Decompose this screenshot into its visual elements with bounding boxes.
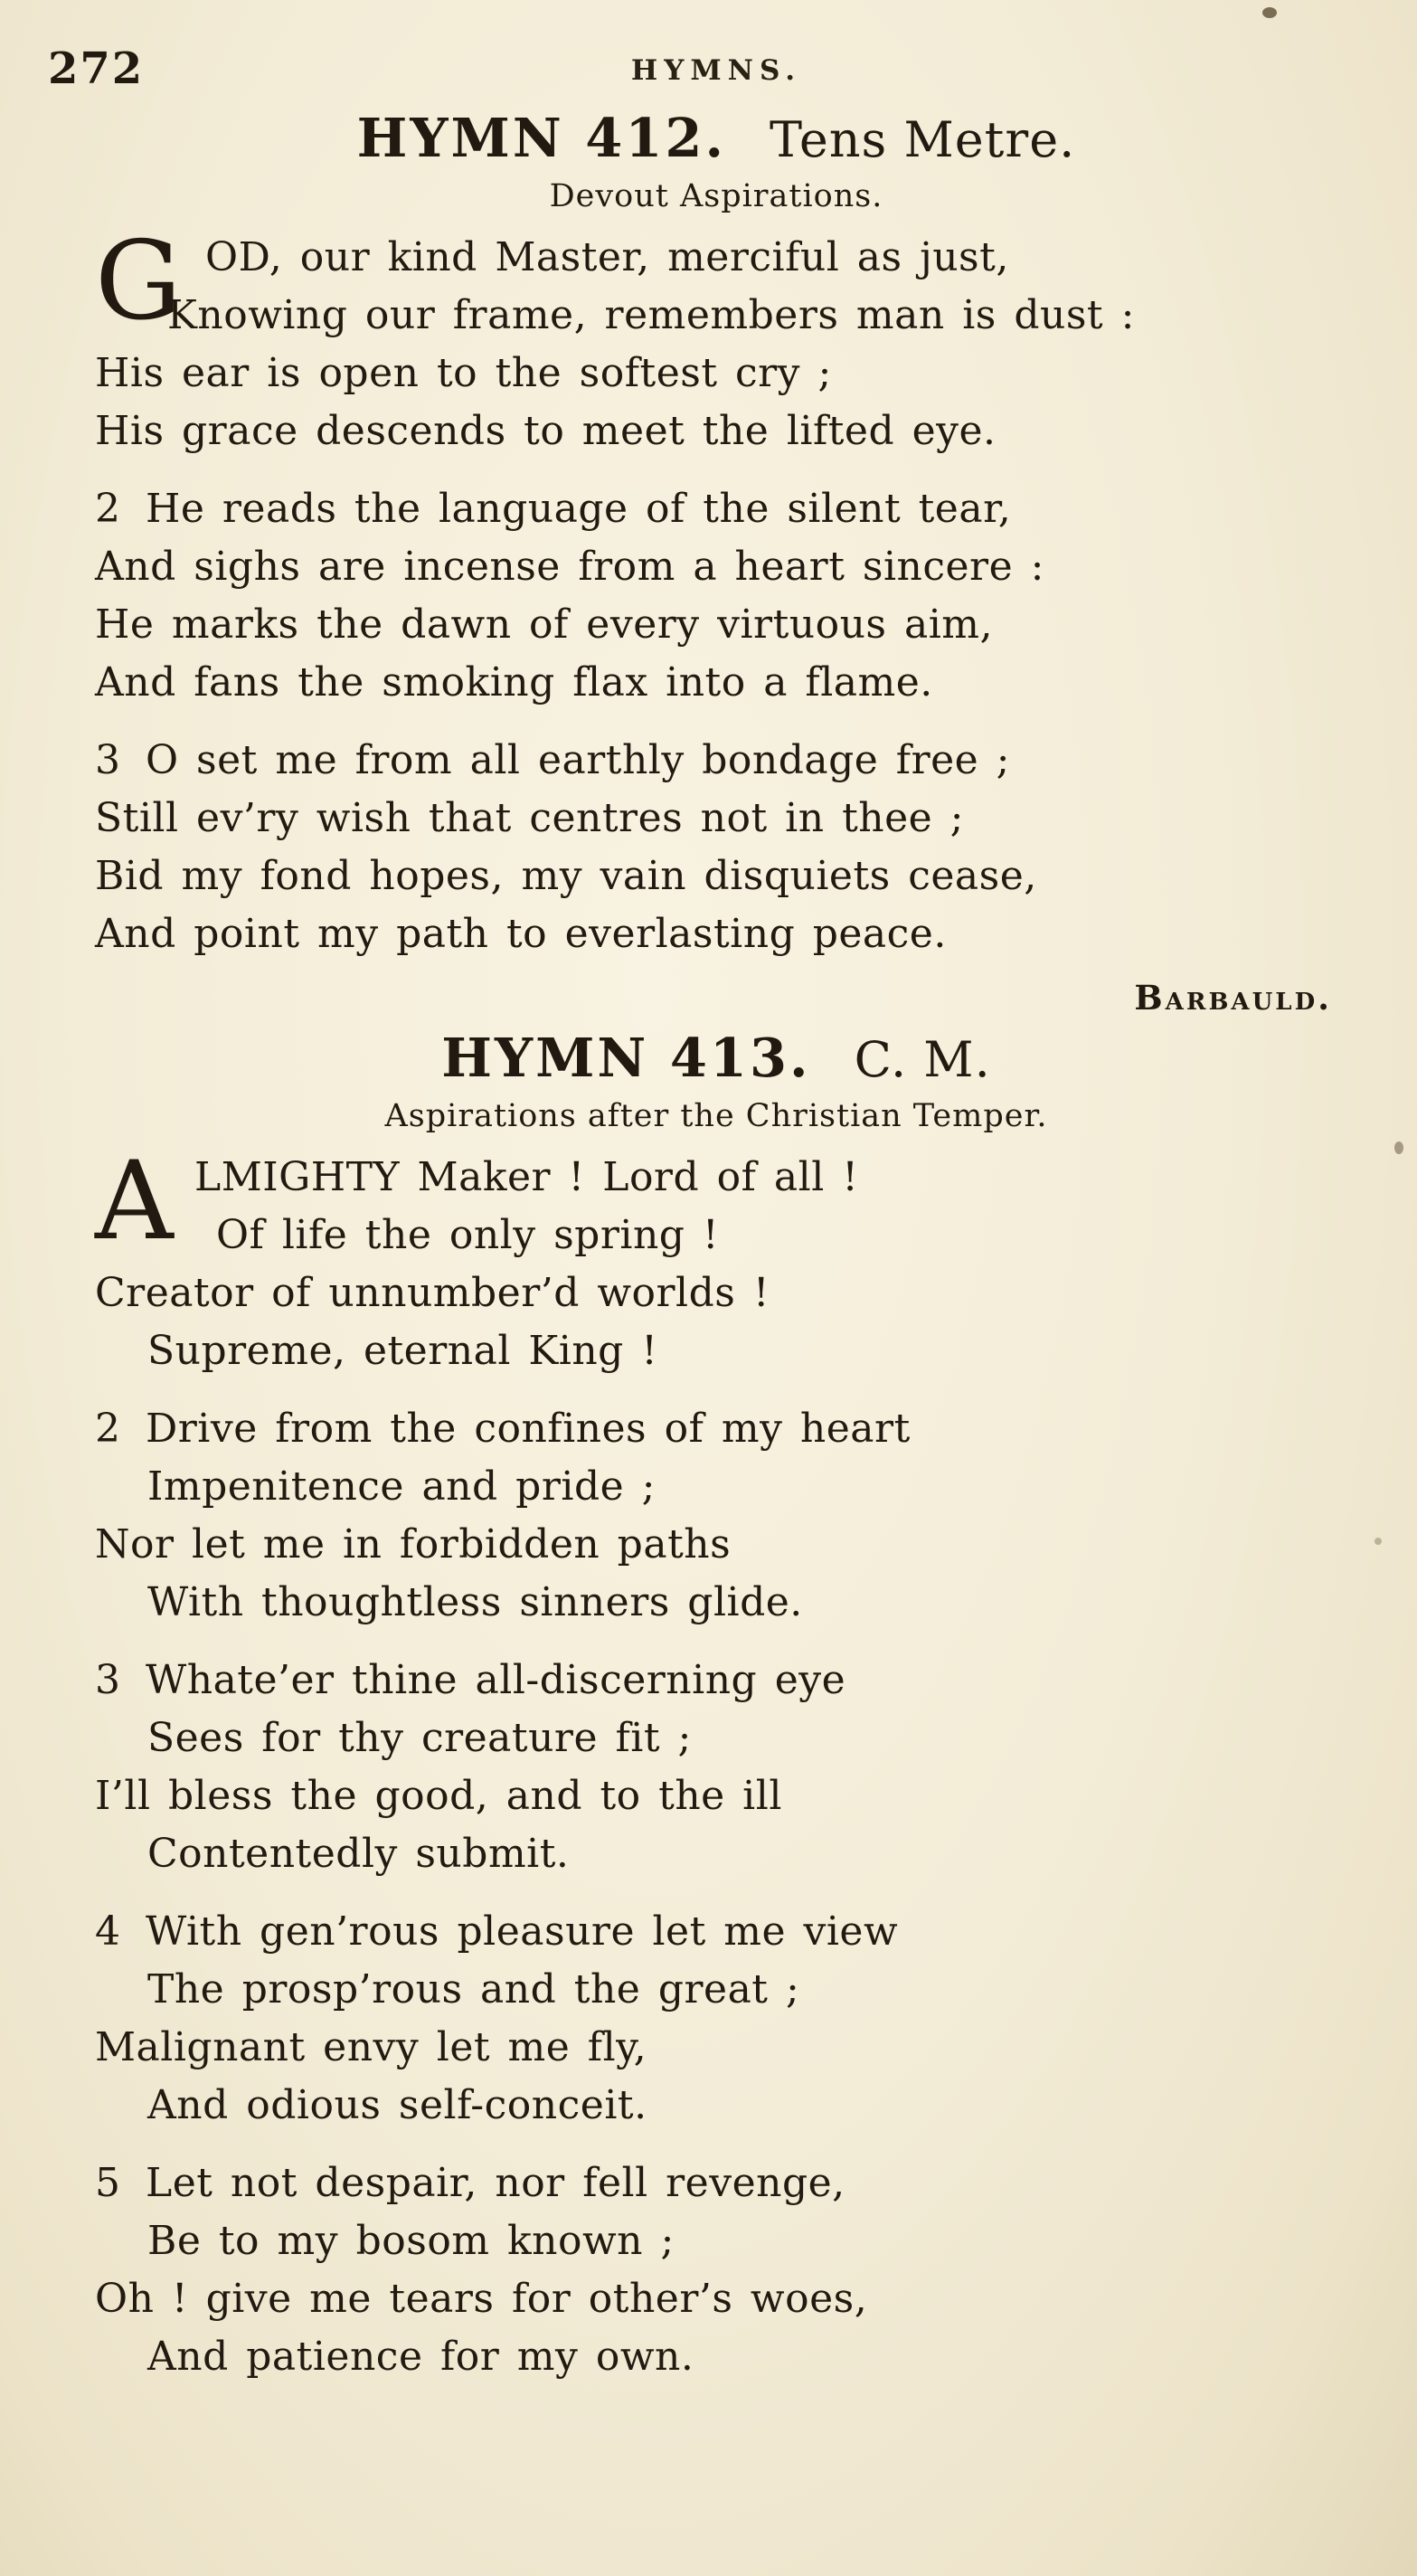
verse-line: Supreme, eternal King ! (147, 1328, 658, 1374)
verse-line: Sees for thy creature fit ; (147, 1715, 692, 1761)
verse-number: 4 (95, 1908, 121, 1955)
verse-line: OD, our kind Master, merciful as just, (205, 234, 1009, 280)
running-head (48, 38, 1337, 101)
verse-number: 3 (95, 1657, 121, 1703)
ink-speck (1374, 1538, 1382, 1545)
verse-line: And fans the smoking flax into a flame. (95, 659, 933, 706)
verse-line: And odious self-conceit. (147, 2082, 647, 2128)
verse-2 (95, 1400, 1337, 1632)
verse-line: Bid my fond hopes, my vain disquiets cease, (95, 853, 1037, 899)
verse-number: 2 (95, 486, 121, 532)
verse-line: And patience for my own. (147, 2334, 694, 2380)
verse-line (95, 1652, 1337, 1709)
drop-cap-letter: G (95, 219, 183, 345)
verse-line: Contentedly submit. (147, 1831, 570, 1877)
hymn-413 (95, 1027, 1337, 2386)
verse-line: Malignant envy let me fly, (95, 2024, 647, 2070)
hymn-412 (95, 107, 1337, 1018)
verse-2 (95, 480, 1337, 712)
verse-3 (95, 732, 1337, 963)
verse-line: Be to my bosom known ; (147, 2218, 675, 2264)
verse-line: Knowing our frame, remembers man is dust : (167, 292, 1135, 338)
verse-line-text: Drive from the confines of my heart (146, 1406, 911, 1452)
verse-line: He marks the dawn of every virtuous aim, (95, 601, 994, 648)
verse-line: And sighs are incense from a heart sincere : (95, 544, 1044, 590)
hymn-number: HYMN 413. (441, 1027, 811, 1089)
verse-number: 2 (95, 1406, 121, 1452)
hymn-subtitle: Devout Aspirations. (549, 178, 883, 214)
verse-line: Still ev’ry wish that centres not in thee ; (95, 795, 964, 841)
verse-line-text: O set me from all earthly bondage free ; (146, 737, 1011, 783)
verse-line (95, 1903, 1337, 1961)
verse-line: Of life the only spring ! (216, 1212, 720, 1258)
verse-line: The prosp’rous and the great ; (147, 1966, 800, 2012)
verse-line: And point my path to everlasting peace. (95, 911, 947, 957)
ink-speck (1394, 1141, 1403, 1154)
verse-line: Impenitence and pride ; (147, 1463, 656, 1510)
verse-line (95, 480, 1337, 538)
ink-speck (1262, 7, 1277, 18)
verse-line-text: With gen’rous pleasure let me view (146, 1908, 899, 1955)
hymn-title-row (95, 107, 1337, 169)
hymn-subtitle: Aspirations after the Christian Temper. (384, 1098, 1048, 1134)
verse-line: Nor let me in forbidden paths (95, 1521, 732, 1567)
verse-line: With thoughtless sinners glide. (147, 1579, 803, 1625)
verse-line: Creator of unnumber’d worlds ! (95, 1270, 770, 1316)
verse-line (95, 732, 1337, 790)
author-attribution: Barbauld. (1134, 978, 1332, 1018)
verse-3 (95, 1652, 1337, 1883)
verse-line: His grace descends to meet the lifted eye. (95, 408, 997, 454)
hymn-title-row (95, 1027, 1337, 1089)
verse-line: His ear is open to the softest cry ; (95, 350, 832, 396)
verse-5 (95, 2155, 1337, 2386)
verse-number: 3 (95, 737, 121, 783)
verse-1 (95, 219, 1337, 460)
hymn-number: HYMN 412. (356, 107, 726, 169)
verse-4 (95, 1903, 1337, 2135)
page-number: 272 (48, 43, 145, 94)
verse-line-text: He reads the language of the silent tear, (146, 486, 1012, 532)
verse-line (95, 1400, 1337, 1458)
verse-line: Oh ! give me tears for other’s woes, (95, 2276, 868, 2322)
drop-cap-letter: A (95, 1139, 175, 1264)
verse-line-text: Whate’er thine all-discerning eye (146, 1657, 846, 1703)
running-header-title: HYMNS. (630, 54, 802, 87)
verse-number: 5 (95, 2160, 121, 2206)
hymn-meter: Tens Metre. (770, 111, 1076, 168)
verse-line-text: Let not despair, nor fell revenge, (146, 2160, 845, 2206)
verse-line (95, 2155, 1337, 2212)
hymn-meter: C. M. (854, 1031, 991, 1088)
verse-line: LMIGHTY Maker ! Lord of all ! (194, 1154, 859, 1200)
verse-1 (95, 1139, 1337, 1380)
verse-line: I’ll bless the good, and to the ill (95, 1773, 782, 1819)
